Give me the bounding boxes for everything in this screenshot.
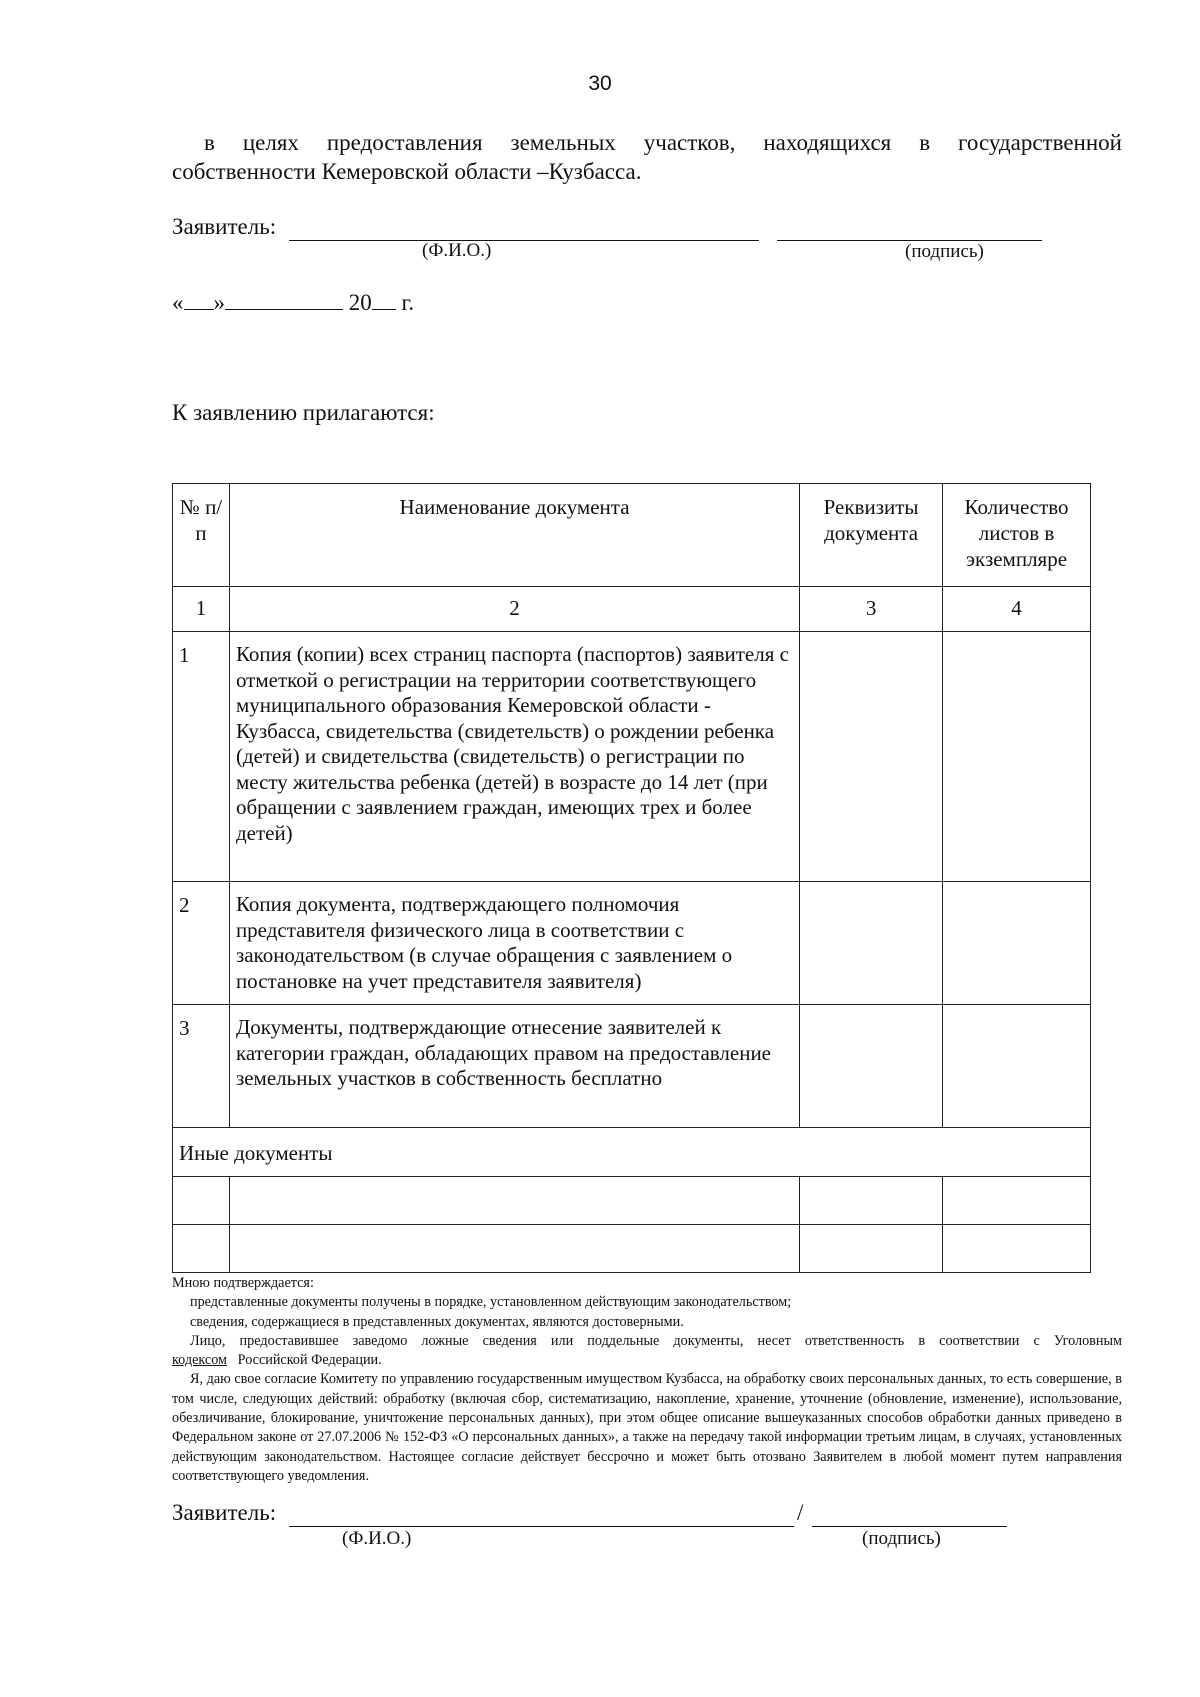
day-field[interactable] [184, 291, 214, 310]
row-requisites-cell[interactable] [800, 1005, 943, 1128]
signature-caption: (подпись) [862, 1528, 941, 1549]
liability-statement: Лицо, предоставившее заведомо ложные сведения или поддельные документы, несет ответственность в соответствии с Уголовным кодексом Российской Федерации. [172, 1332, 1122, 1369]
header-requisites: Реквизиты документа [800, 484, 943, 587]
signature-field[interactable] [812, 1526, 1007, 1527]
row-requisites-cell[interactable] [800, 882, 943, 1005]
criminal-code-link[interactable]: кодексом [172, 1352, 228, 1369]
fio-caption: (Ф.И.О.) [342, 1528, 412, 1549]
header-sheet-count: Количество листов в экземпляре [943, 484, 1091, 587]
other-documents-label: Иные документы [173, 1128, 1091, 1177]
confirmation-item-1: представленные документы получены в порядке, установленном действующим законодательством; [190, 1294, 792, 1311]
header-number: № п/п [173, 484, 230, 587]
page-number: 30 [588, 72, 612, 95]
table-header-row [173, 484, 1091, 587]
separator-slash: / [797, 1500, 804, 1525]
row-document-name: Копия документа, подтверждающего полномочия представителя физического лица в соответствии с законодательством (в случае обращения с заявлением о постановке на учет представителя заявителя) [229, 882, 799, 1005]
row-number: 3 [173, 1005, 230, 1128]
applicant-label: Заявитель: [172, 214, 277, 239]
confirmation-block [172, 1274, 1122, 1486]
empty-row [173, 1225, 1091, 1273]
header-document-name: Наименование документа [229, 484, 799, 587]
intro-line-1: в целях предоставления земельных участков, находящихся в государственной [204, 130, 1122, 155]
table-row [173, 1005, 1091, 1128]
table-row [173, 632, 1091, 882]
row-number: 2 [173, 882, 230, 1005]
row-number: 1 [173, 632, 230, 882]
signature-caption: (подпись) [905, 241, 984, 262]
empty-row [173, 1177, 1091, 1225]
row-document-name: Документы, подтверждающие отнесение заявителей к категории граждан, обладающих правом на предоставление земельных участков в собственность бесплатно [229, 1005, 799, 1128]
row-sheet-count-cell[interactable] [943, 882, 1091, 1005]
confirmation-item-2: сведения, содержащиеся в представленных документах, являются достоверными. [190, 1313, 684, 1330]
applicant-label: Заявитель: [172, 1500, 277, 1525]
row-sheet-count-cell[interactable] [943, 1005, 1091, 1128]
personal-data-consent: Я, даю свое согласие Комитету по управлению государственным имуществом Кузбасса, на обработку своих персональных данных, то есть совершение, в том числе, следующих действий: обработку (включая сбор, систематизацию, накопление, хранение, уточнение (обновление, изменение), использование, обезличивание, блокирование, уничтожение персональных данных), при этом общее описание вышеуказанных способов обработки данных приведено в Федеральном законе от 27.07.2006 № 152-ФЗ «О персональных данных», а также на передачу такой информации третьим лицам, в случаях, установленных действующим законодательством. Настоящее согласие действует бессрочно и может быть отозвано Заявителем в любой момент путем направления соответствующего уведомления. [172, 1371, 1122, 1484]
intro-line-2: собственности Кемеровской области –Кузбасса. [172, 159, 642, 184]
table-index-row: 1 2 3 4 [173, 587, 1091, 632]
fio-field[interactable] [289, 1526, 794, 1527]
row-requisites-cell[interactable] [800, 632, 943, 882]
date-line: « » 20 г. [172, 290, 415, 315]
year-field[interactable] [372, 291, 396, 310]
row-sheet-count-cell[interactable] [943, 632, 1091, 882]
attachments-table [172, 483, 1091, 1273]
fio-field[interactable] [289, 240, 759, 241]
fio-caption: (Ф.И.О.) [422, 240, 492, 261]
row-document-name: Копия (копии) всех страниц паспорта (паспортов) заявителя с отметкой о регистрации на территории соответствующего муниципального образования Кемеровской области - Кузбасса, свидетельства (свидетельств) о рождении ребенка (детей) и свидетельства (свидетельств) о регистрации по месту жительства ребенка (детей) в возрасте до 14 лет (при обращении с заявлением граждан, имеющих трех и более детей) [229, 632, 799, 882]
other-documents-row [173, 1128, 1091, 1177]
month-field[interactable] [225, 291, 343, 310]
intro-paragraph [172, 128, 1122, 186]
confirmation-intro: Мною подтверждается: [172, 1275, 314, 1291]
attachments-title: К заявлению прилагаются: [172, 400, 435, 425]
table-row [173, 882, 1091, 1005]
